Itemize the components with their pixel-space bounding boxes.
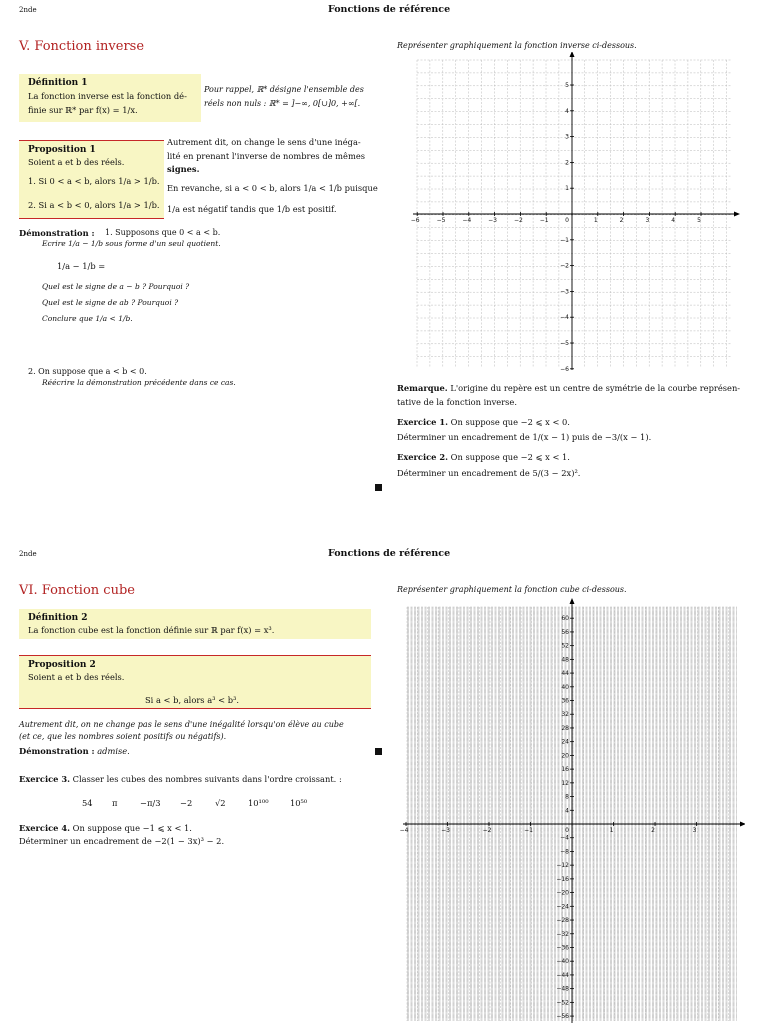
y-tick-label: −56: [556, 1013, 569, 1021]
y-tick-label: −5: [560, 340, 569, 347]
reminder-text: réels non nuls : ℝ* = ]−∞, 0[∪]0, +∞[.: [204, 99, 361, 108]
y-tick-label: 60: [561, 615, 569, 623]
proposition-box: [19, 655, 371, 709]
level-label: 2nde: [19, 550, 37, 558]
proposition-text: Soient a et b des réels.: [28, 672, 125, 682]
definition-title: Définition 1: [28, 78, 88, 88]
x-tick-labels: [411, 217, 701, 224]
x-tick-label: 0: [565, 827, 569, 834]
y-tick-label: 56: [561, 628, 569, 636]
exercise-4: [19, 822, 192, 834]
y-tick-label: −48: [556, 985, 569, 993]
y-tick-label: −32: [556, 930, 569, 938]
number-minus-pi-third: −π/3: [140, 798, 161, 808]
x-tick-label: −5: [436, 217, 446, 224]
x-tick-label: 2: [651, 827, 655, 834]
proposition-item-2: 2. Si a < b < 0, alors 1/a > 1/b.: [28, 200, 160, 210]
y-tick-label: 28: [561, 724, 569, 732]
x-tick-label: −3: [488, 217, 498, 224]
demonstration-text: admise.: [97, 746, 130, 756]
remark-text: Autrement dit, on change le sens d'une inéga-: [167, 137, 361, 147]
y-tick-label: −8: [560, 848, 569, 856]
number-54: 54: [82, 798, 93, 808]
remark-text: (et ce, que les nombres soient positifs ou négatifs).: [19, 732, 227, 741]
remark-line: [397, 382, 740, 394]
remark-label: Remarque.: [397, 383, 448, 393]
y-tick-label: 32: [561, 711, 569, 719]
y-tick-label: 4: [565, 807, 569, 815]
exercise-2: [397, 451, 570, 463]
definition-text: La fonction inverse est la fonction dé-: [28, 91, 187, 101]
remark-text: Autrement dit, on ne change pas le sens d'une inégalité lorsqu'on élève au cube: [19, 720, 344, 729]
remark-text: 1/a est négatif tandis que 1/b est positif.: [167, 204, 337, 214]
demonstration-question: Quel est le signe de ab ? Pourquoi ?: [42, 298, 179, 307]
exercise-label: Exercice 1.: [397, 417, 449, 427]
y-tick-label: −20: [556, 889, 569, 897]
x-tick-label: −2: [482, 827, 492, 834]
x-tick-label: 2: [619, 217, 624, 224]
x-tick-label: 3: [692, 827, 697, 834]
demonstration-question: Quel est le signe de a − b ? Pourquoi ?: [42, 282, 190, 291]
x-tick-label: −2: [513, 217, 523, 224]
exercise-text: Classer les cubes des nombres suivants dans l'ordre croissant. :: [72, 774, 342, 784]
x-tick-label: −3: [441, 827, 450, 834]
y-tick-label: −44: [556, 971, 569, 979]
x-axis-arrow: [734, 212, 740, 217]
x-tick-label: −4: [400, 827, 409, 834]
graph-caption: Représenter graphiquement la fonction inverse ci-dessous.: [397, 41, 637, 50]
y-tick-label: −2: [560, 262, 569, 270]
y-tick-label: −4: [560, 314, 569, 322]
x-tick-label: −6: [410, 217, 420, 224]
y-tick-label: 3: [565, 133, 569, 141]
definition-box: [19, 609, 371, 639]
remark-text: tative de la fonction inverse.: [397, 397, 517, 407]
demonstration-step: 2. On suppose que a < b < 0.: [28, 367, 147, 376]
y-tick-label: 12: [561, 779, 569, 787]
y-tick-label: 5: [565, 82, 569, 89]
y-tick-label: −1: [560, 236, 569, 244]
demonstration-label: Démonstration :: [19, 746, 95, 756]
exercise-text: On suppose que −1 ⩽ x < 1.: [72, 823, 192, 833]
y-tick-label: 4: [565, 107, 569, 115]
graph-caption: Représenter graphiquement la fonction cube ci-dessous.: [397, 585, 627, 594]
x-tick-label: 3: [645, 217, 650, 224]
y-tick-label: −40: [556, 958, 569, 966]
number-10-50: 10⁵⁰: [290, 798, 308, 808]
y-tick-label: −4: [560, 834, 569, 842]
reminder-text: Pour rappel, ℝ* désigne l'ensemble des: [204, 85, 364, 94]
exercise-1: [397, 416, 570, 428]
exercise-text: Déterminer un encadrement de 5/(3 − 2x)².: [397, 468, 581, 478]
y-tick-label: 40: [561, 683, 569, 691]
page-header-title: Fonctions de référence: [328, 4, 451, 15]
demonstration: [19, 745, 130, 757]
proposition-statement: Si a < b, alors a³ < b³.: [145, 695, 239, 705]
definition-box: [19, 74, 201, 122]
axes: [410, 52, 740, 370]
remark-text: lité en prenant l'inverse de nombres de mêmes: [167, 151, 365, 161]
y-tick-label: 1: [565, 185, 569, 193]
x-tick-label: 1: [593, 217, 598, 224]
remark-text: signes.: [167, 164, 200, 174]
y-axis-arrow: [570, 52, 575, 57]
y-tick-label: 8: [565, 793, 569, 801]
section-title: V. Fonction inverse: [19, 39, 145, 54]
number-pi: π: [112, 798, 118, 808]
end-of-page-mark: [375, 484, 382, 491]
y-tick-label: 52: [561, 642, 569, 650]
x-tick-label: 1: [609, 827, 614, 834]
y-tick-label: −3: [560, 288, 569, 296]
y-tick-label: −24: [556, 903, 569, 911]
end-of-page-mark: [375, 748, 382, 755]
y-tick-label: 44: [561, 670, 569, 678]
exercise-label: Exercice 3.: [19, 774, 71, 784]
exercise-text: On suppose que −2 ⩽ x < 1.: [450, 452, 570, 462]
level-label: 2nde: [19, 6, 37, 14]
number-sqrt-2: √2: [215, 798, 226, 808]
y-tick-label: 48: [561, 656, 569, 664]
x-tick-label: −1: [539, 217, 549, 224]
proposition-item-1: 1. Si 0 < a < b, alors 1/a > 1/b.: [28, 176, 160, 186]
y-tick-label: −6: [560, 365, 569, 372]
inverse-graph[interactable]: [400, 52, 750, 372]
demonstration-equation: 1/a − 1/b =: [57, 261, 106, 271]
definition-text: La fonction cube est la fonction définie sur ℝ par f(x) = x³.: [28, 625, 275, 635]
x-axis-arrow: [740, 822, 745, 827]
y-tick-label: −28: [556, 917, 569, 925]
proposition-box: [19, 140, 164, 219]
y-tick-label: 24: [561, 738, 569, 746]
exercise-text: Déterminer un encadrement de 1/(x − 1) puis de −3/(x − 1).: [397, 432, 652, 442]
y-tick-labels: [560, 82, 569, 372]
exercise-label: Exercice 4.: [19, 823, 71, 833]
exercise-text: Déterminer un encadrement de −2(1 − 3x)³ − 2.: [19, 836, 225, 846]
number-minus-2: −2: [180, 798, 193, 808]
exercise-text: On suppose que −2 ⩽ x < 0.: [450, 417, 570, 427]
demonstration-step: 1. Supposons que 0 < a < b.: [105, 228, 221, 237]
demonstration-label: Démonstration :: [19, 228, 95, 238]
proposition-title: Proposition 1: [28, 145, 96, 155]
page-header-title: Fonctions de référence: [328, 548, 451, 559]
y-axis-arrow: [570, 598, 575, 604]
y-tick-label: −12: [556, 862, 569, 870]
proposition-title: Proposition 2: [28, 660, 96, 670]
x-tick-label: −1: [524, 827, 533, 834]
proposition-text: Soient a et b des réels.: [28, 157, 125, 167]
section-title: VI. Fonction cube: [19, 583, 135, 598]
y-tick-label: 36: [561, 697, 569, 705]
remark-text: L'origine du repère est un centre de symétrie de la courbe représen-: [450, 383, 741, 393]
x-tick-label: 5: [697, 217, 701, 224]
y-tick-label: −52: [556, 999, 569, 1007]
demonstration-question: Réécrire la démonstration précédente dans ce cas.: [42, 378, 236, 387]
number-10-100: 10¹⁰⁰: [248, 798, 269, 808]
cube-graph[interactable]: [400, 597, 745, 1023]
y-tick-label: −36: [556, 944, 569, 952]
x-tick-label: −4: [462, 217, 472, 224]
remark-text: En revanche, si a < 0 < b, alors 1/a < 1/b puisque: [167, 183, 378, 193]
y-tick-label: 20: [561, 752, 569, 760]
definition-text: finie sur ℝ* par f(x) = 1/x.: [28, 105, 138, 115]
y-tick-label: 2: [565, 159, 569, 167]
y-tick-label: −16: [556, 875, 569, 883]
x-tick-label: 0: [565, 217, 569, 224]
exercise-3: [19, 773, 342, 785]
x-tick-label: 4: [671, 217, 676, 224]
demonstration-question: Ecrire 1/a − 1/b sous forme d'un seul quotient.: [42, 239, 221, 248]
y-tick-label: 16: [561, 766, 569, 774]
exercise-label: Exercice 2.: [397, 452, 449, 462]
definition-title: Définition 2: [28, 613, 88, 623]
demonstration-question: Conclure que 1/a < 1/b.: [42, 314, 133, 323]
